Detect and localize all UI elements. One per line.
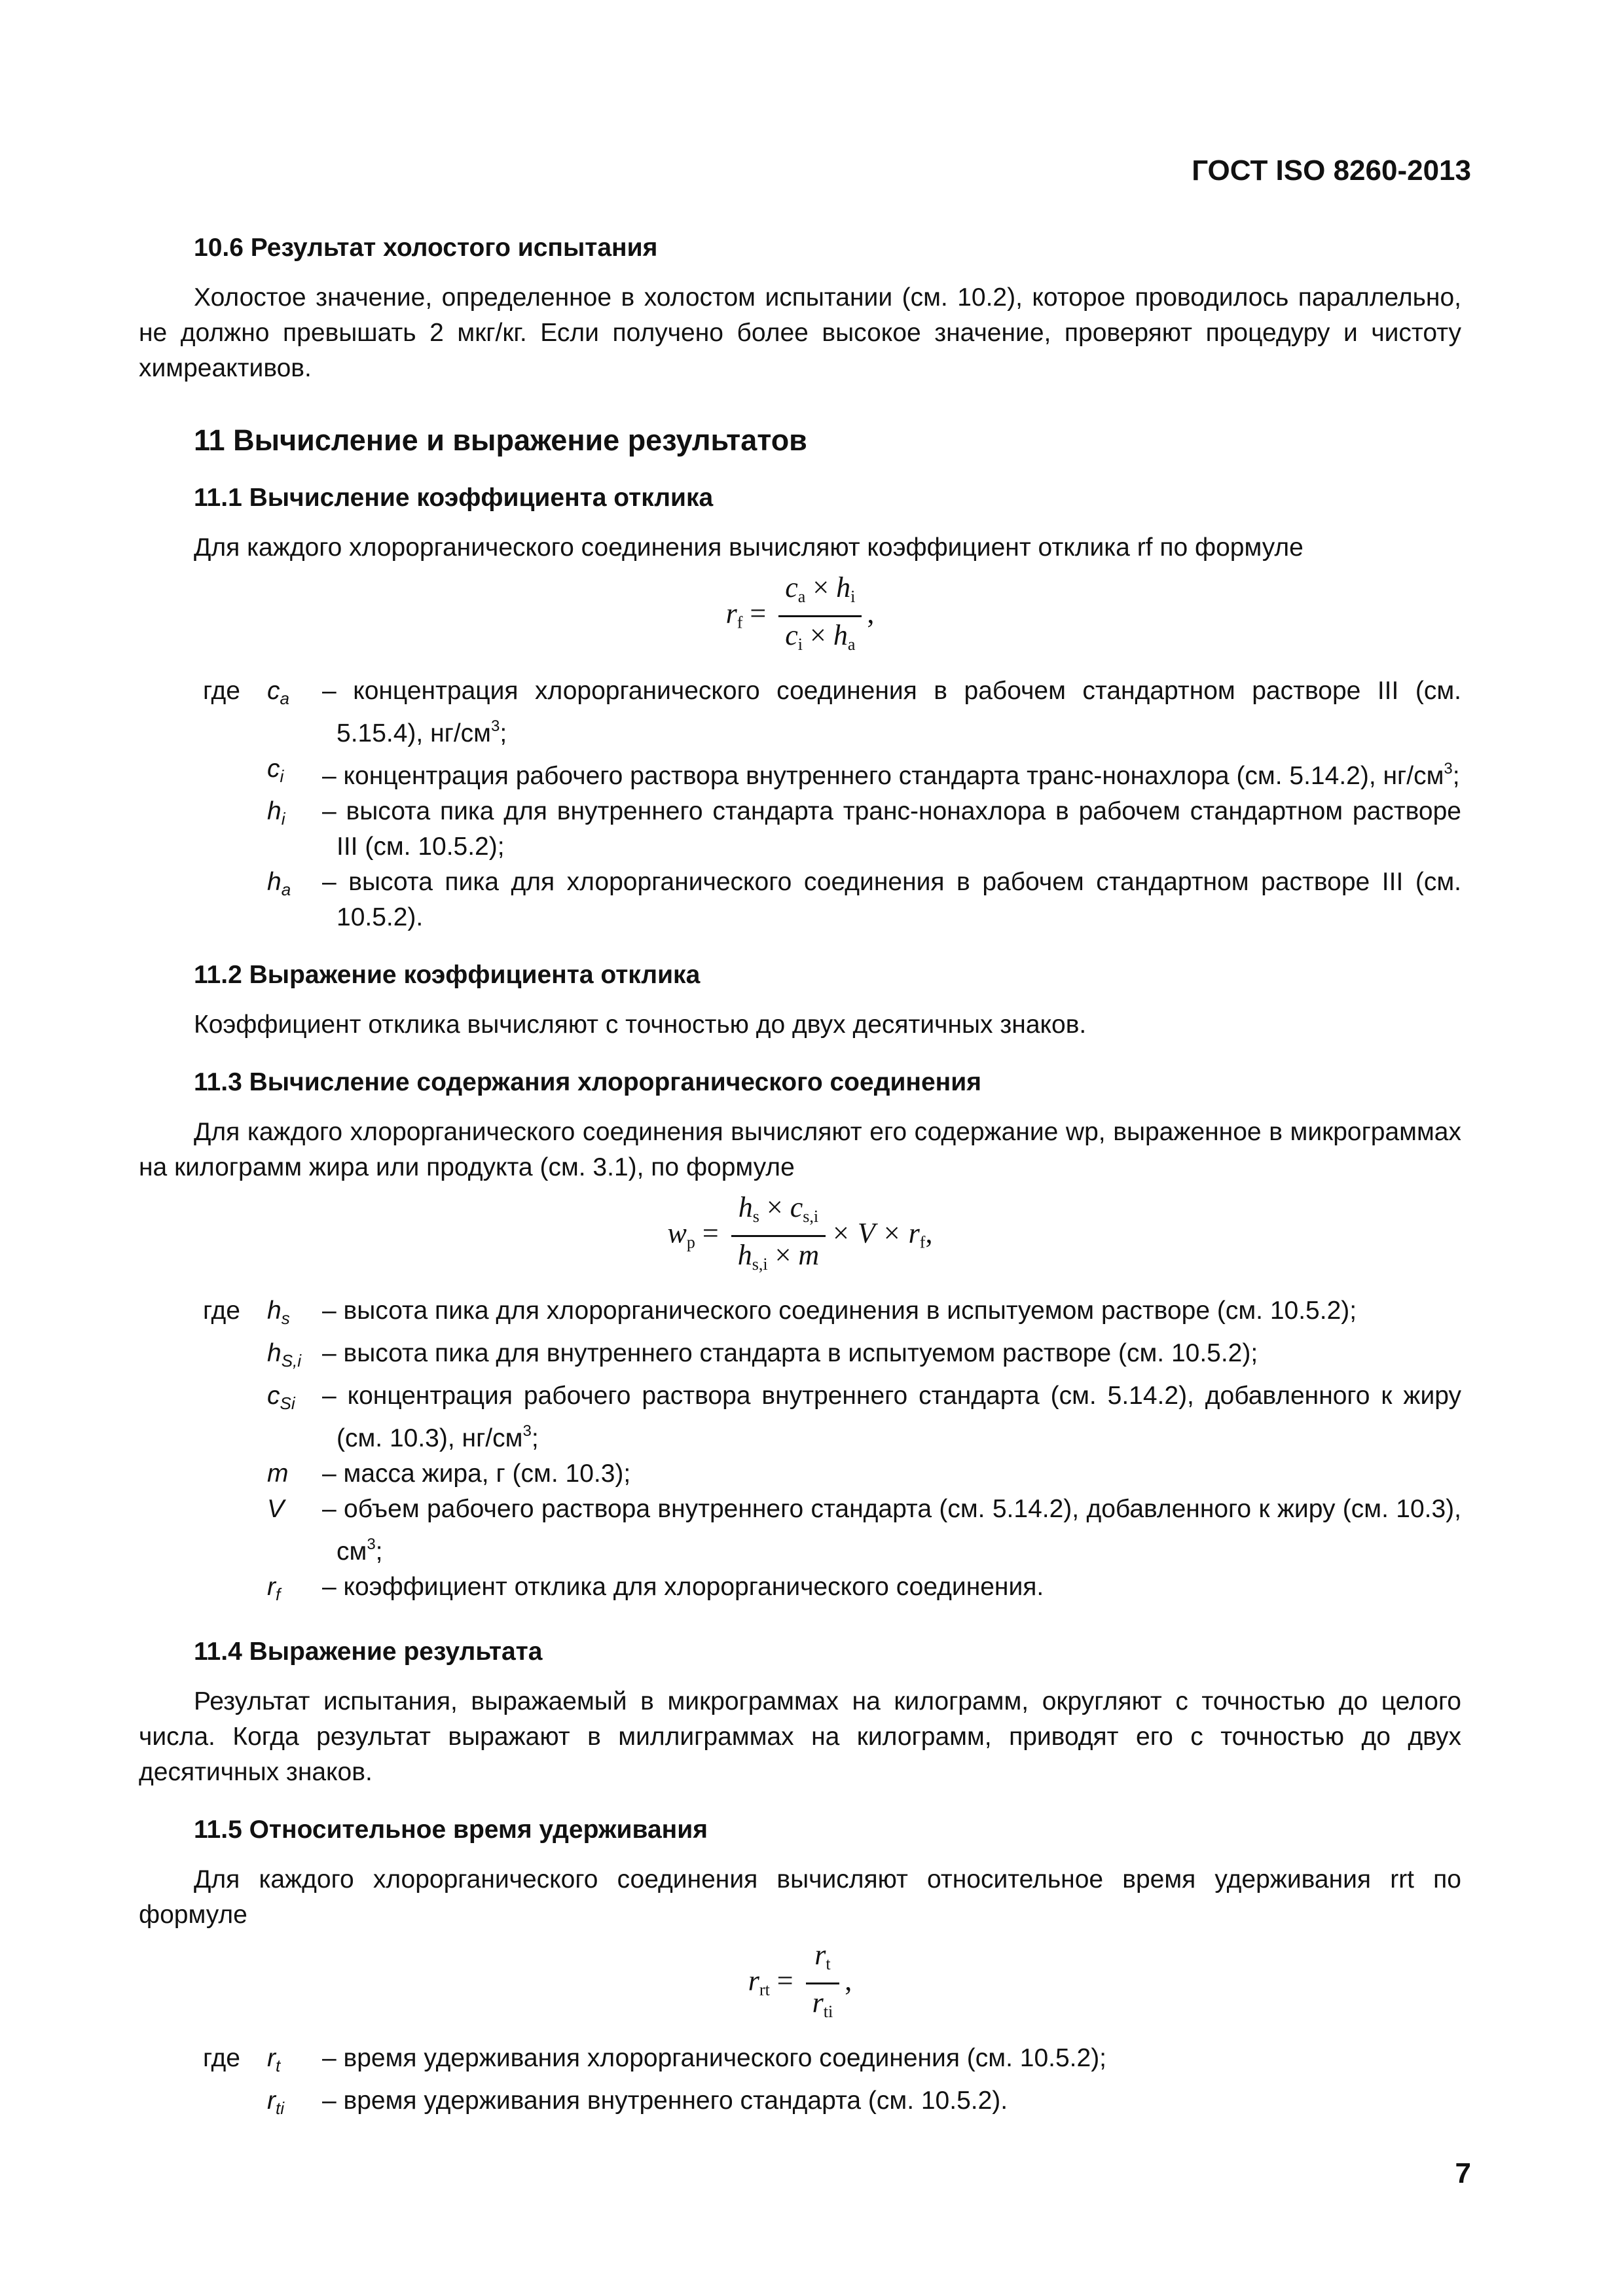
section-11-1-intro: Для каждого хлорорганического соединения вычисляют коэффициент отклика rf по формуле: [194, 533, 1304, 562]
def-description: – высота пика для внутреннего стандарта транс-нонахлора в рабочем стандартном растворе III (см. 10.5.2);: [322, 797, 1461, 861]
def-description: – высота пика для внутреннего стандарта в испытуемом растворе (см. 10.5.2);: [322, 1339, 1258, 1367]
def-description: – концентрация рабочего раствора внутреннего стандарта (см. 5.14.2), добавленного к жиру (см. 10.3), $нг/см^3$;: [322, 1382, 1461, 1452]
def-description: – время удерживания хлорорганического соединения (см. 10.5.2);: [322, 2044, 1107, 2072]
def-symbol: $c_i$: [267, 755, 284, 786]
standard-code-header: ГОСТ ISO 8260-2013: [1192, 154, 1471, 187]
section-11-1-heading: 11.1 Вычисление коэффициента отклика: [194, 484, 714, 512]
def-description: – концентрация рабочего раствора внутреннего стандарта транс-нонахлора (см. 5.14.2), $нг/см^3$;: [322, 760, 1460, 790]
section-11-2-text: Коэффициент отклика вычисляют с точностью до двух десятичных знаков.: [194, 1011, 1087, 1039]
definitions-11-5: [203, 2041, 1461, 2126]
section-11-3-intro: Для каждого хлорорганического соединения вычисляют его содержание wp, выраженное в микрограммах на килограмм жира или продукта (см. 3.1), по формуле: [139, 1118, 1461, 1181]
formula-content: $w_p$ = $\frac{h_s \times c_{s,i}}{h_{s,i} \times m}$ × $V \times r_f$,: [139, 1191, 1461, 1282]
section-11-5-intro: Для каждого хлорорганического соединения вычисляют относительное время удерживания rrt по формуле: [139, 1865, 1461, 1929]
def-description: – время удерживания внутреннего стандарта (см. 10.5.2).: [322, 2087, 1008, 2115]
def-symbol: $r_{ti}$: [267, 2087, 284, 2118]
section-10-6-heading: 10.6 Результат холостого испытания: [194, 234, 658, 262]
formula-response-factor: $r_f$ = $\frac{c_a \times h_i}{c_i \times h_a}$ ,: [139, 571, 1461, 662]
def-symbol: $c_{Si}$: [267, 1382, 295, 1413]
section-11-4-heading: 11.4 Выражение результата: [194, 1638, 543, 1666]
document-body: [139, 230, 1461, 2126]
def-symbol: $h_{S,i}$: [267, 1339, 302, 1371]
fraction: $\frac{c_a \times h_i}{c_i \times h_a}$: [778, 571, 862, 662]
where-label: где: [203, 2044, 240, 2072]
def-symbol: $c_a$: [267, 677, 289, 708]
definitions-11-3: [203, 1293, 1461, 1612]
def-symbol: m: [267, 1460, 289, 1488]
where-label: где: [203, 1297, 240, 1325]
fraction: $\frac{r_t}{r_{ti}}$: [806, 1938, 840, 2029]
def-symbol: $h_i$: [267, 797, 285, 829]
section-11-heading: 11 Вычисление и выражение результатов: [194, 423, 807, 457]
section-11-3-heading: 11.3 Вычисление содержания хлорорганического соединения: [194, 1068, 981, 1096]
page-number: 7: [1455, 2157, 1471, 2189]
def-symbol: $h_s$: [267, 1297, 290, 1328]
fraction: $\frac{h_s \times c_{s,i}}{h_{s,i} \times m}$: [731, 1191, 826, 1282]
formula-relative-retention: $r_{rt}$ = $\frac{r_t}{r_{ti}}$ ,: [139, 1938, 1461, 2029]
def-description: – коэффициент отклика для хлорорганического соединения.: [322, 1573, 1044, 1601]
where-label: где: [203, 677, 240, 705]
def-description: – объем рабочего раствора внутреннего стандарта (см. 5.14.2), добавленного к жиру (см. 10.3), $см^3$;: [322, 1495, 1461, 1566]
def-symbol: $r_t$: [267, 2044, 281, 2075]
section-11-5-heading: 11.5 Относительное время удерживания: [194, 1816, 708, 1844]
section-11-4-text: Результат испытания, выражаемый в микрограммах на килограмм, округляют с точностью до целого числа. Когда результат выражают в миллиграммах на килограмм, приводят его с точностью до двух десятичных знаков.: [139, 1687, 1461, 1786]
def-symbol: V: [267, 1495, 285, 1523]
def-description: – высота пика для хлорорганического соединения в испытуемом растворе (см. 10.5.2);: [322, 1297, 1357, 1325]
def-description: – концентрация хлорорганического соединения в рабочем стандартном растворе III (см. 5.15.4), $нг/см^3$;: [322, 677, 1461, 747]
definitions-11-1: [203, 673, 1461, 935]
section-10-6-text: Холостое значение, определенное в холостом испытании (см. 10.2), которое проводилось параллельно, не должно превышать 2 мкг/кг. Если получено более высокое значение, проверяют процедуру и чистоту химреактивов.: [139, 283, 1461, 382]
def-description: – масса жира, г (см. 10.3);: [322, 1460, 631, 1488]
section-11-2-heading: 11.2 Выражение коэффициента отклика: [194, 961, 701, 989]
def-symbol: $h_a$: [267, 868, 291, 899]
def-description: – высота пика для хлорорганического соединения в рабочем стандартном растворе III (см. 10.5.2).: [322, 868, 1461, 931]
def-symbol: $r_f$: [267, 1573, 281, 1604]
